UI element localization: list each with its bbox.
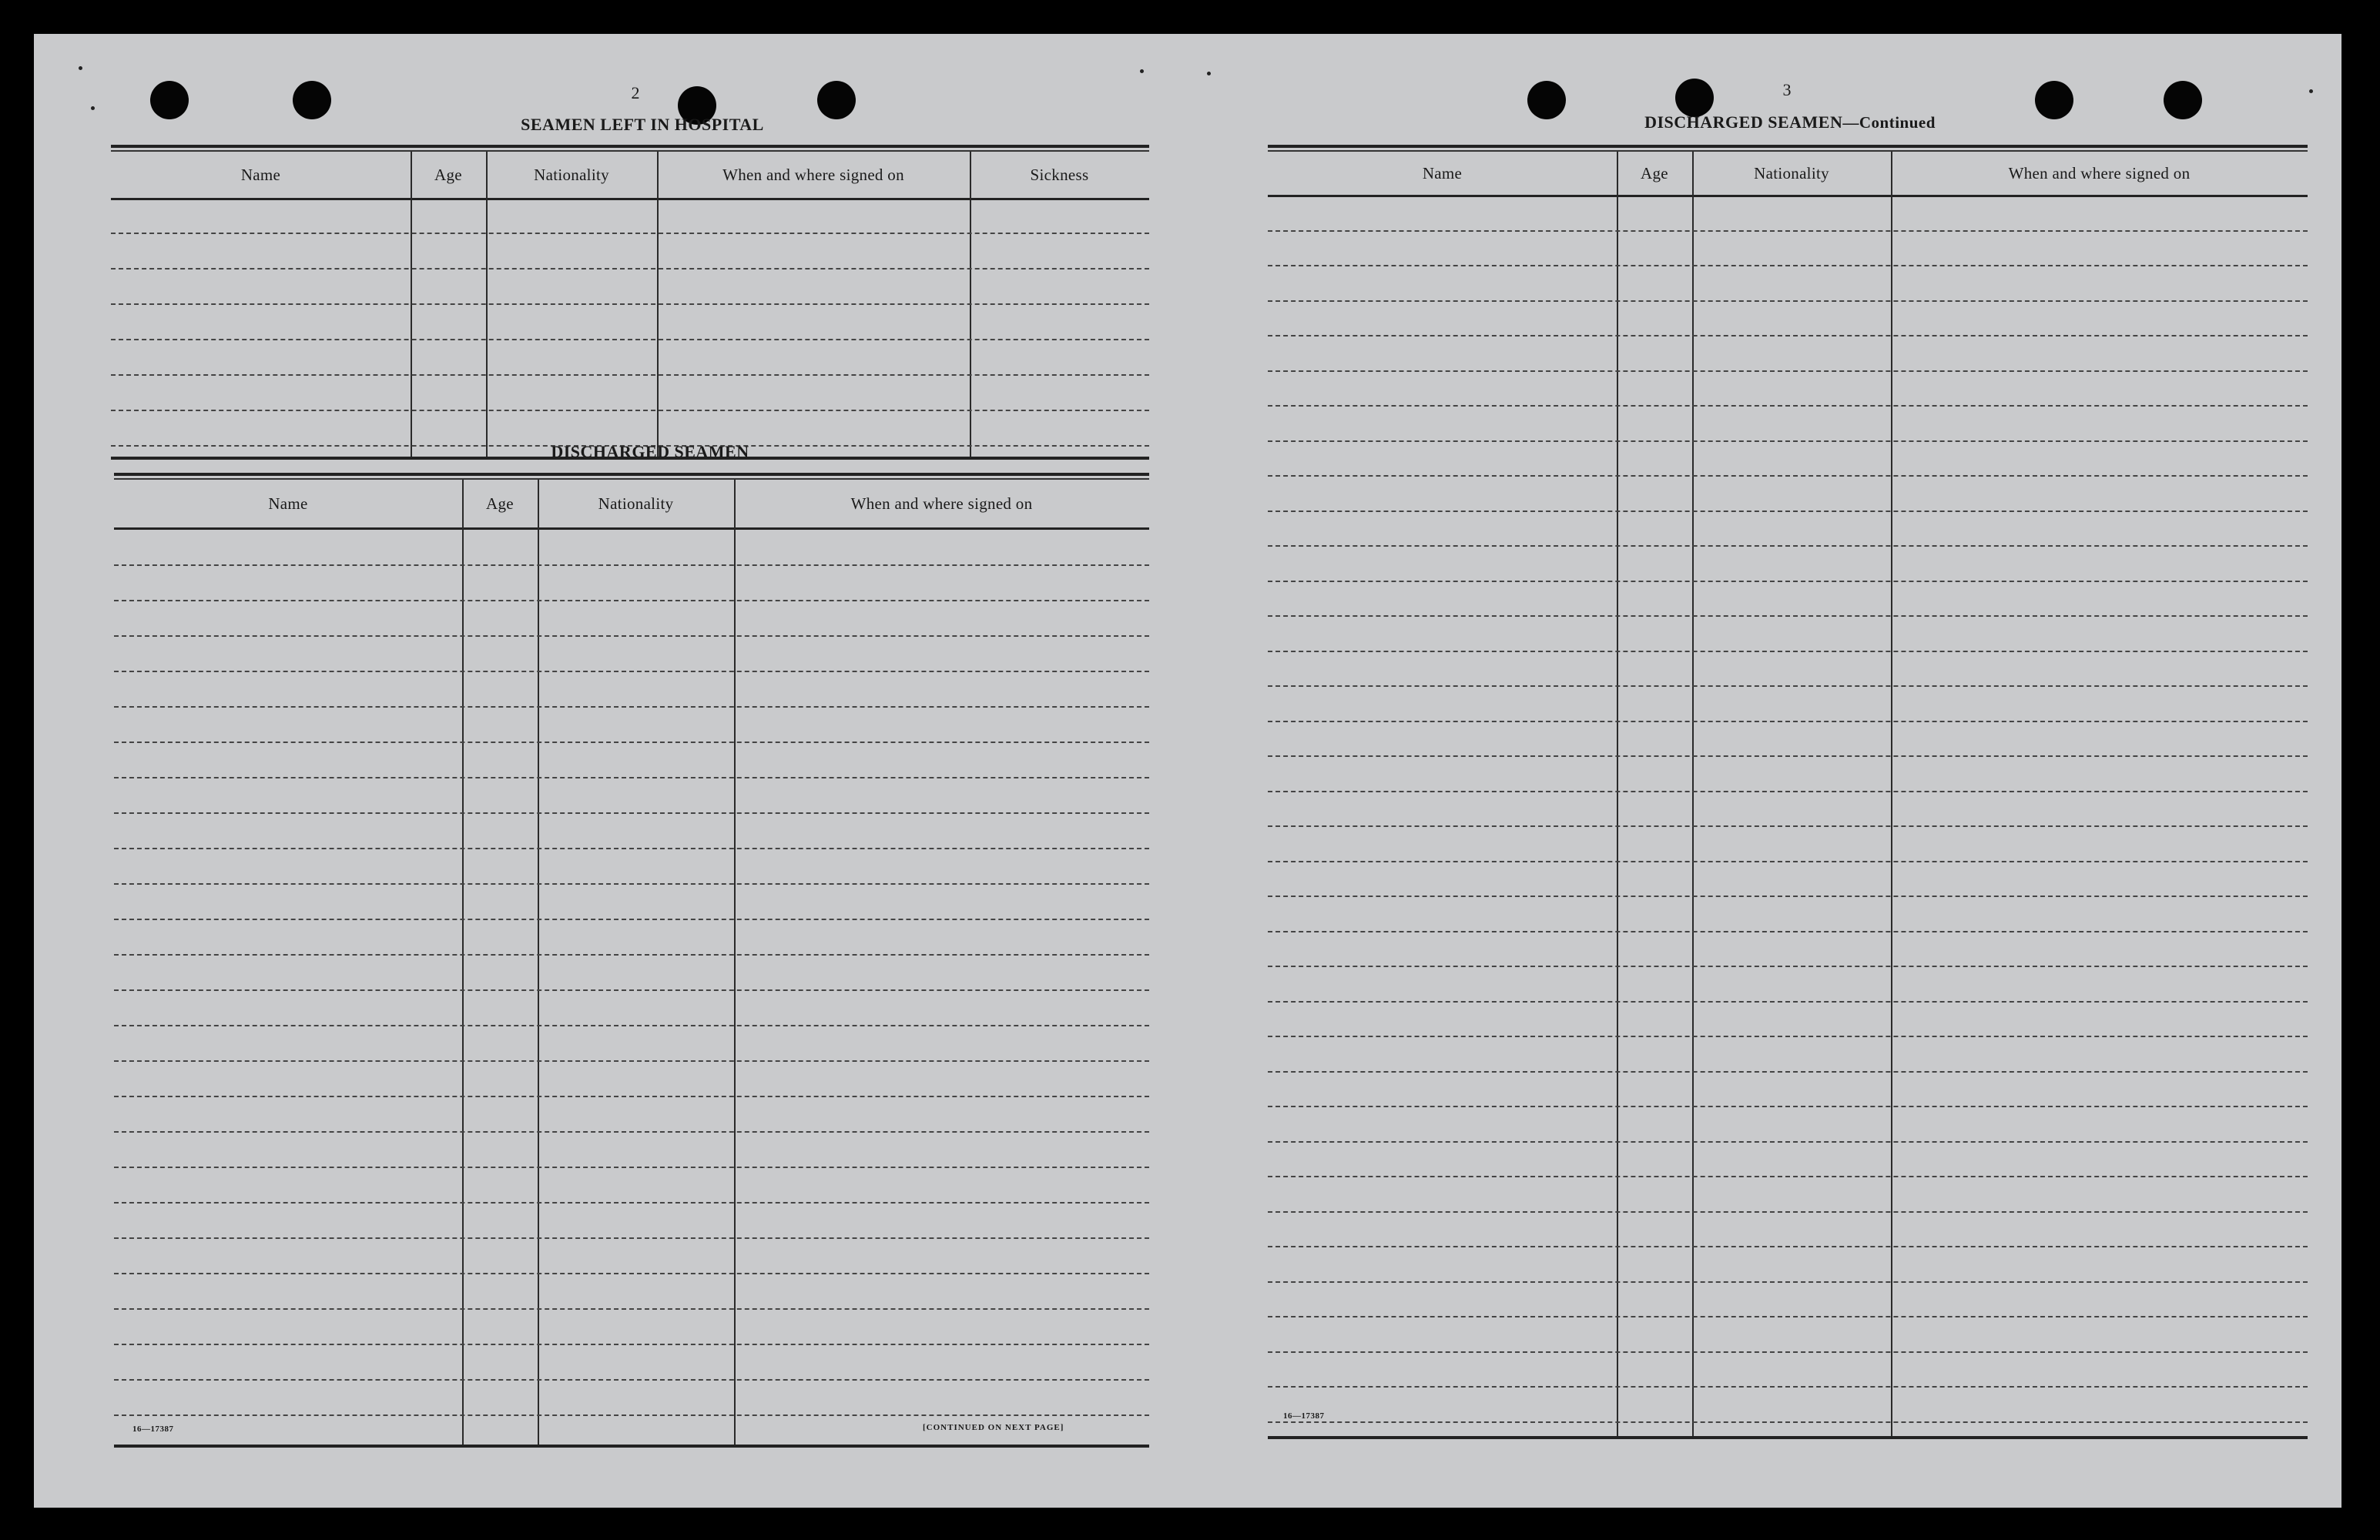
column-header-sickness: Sickness [1030, 165, 1089, 184]
column-header-name: Name [1422, 163, 1463, 182]
punch-hole [2164, 81, 2202, 119]
punch-hole [2035, 81, 2073, 119]
entry-line [1268, 1001, 2308, 1003]
entry-line [114, 1167, 1149, 1168]
table-header [1268, 152, 2308, 197]
column-divider [1617, 152, 1618, 1438]
entry-line [1268, 405, 2308, 407]
entry-line [1268, 1421, 2308, 1423]
entry-line [1268, 511, 2308, 512]
table-bottom-rule [1268, 1436, 2308, 1439]
entry-line [1268, 475, 2308, 477]
table-top-rule [114, 473, 1149, 476]
column-header-age: Age [1641, 163, 1668, 182]
entry-line [1268, 721, 2308, 722]
continued-suffix: —Continued [1842, 113, 1936, 132]
punch-hole [1675, 79, 1714, 117]
column-divider [411, 152, 412, 458]
entry-line [114, 1308, 1149, 1310]
entry-line [1268, 1386, 2308, 1388]
entry-line [114, 954, 1149, 956]
entry-line [114, 848, 1149, 849]
entry-line [1268, 265, 2308, 266]
entry-line [114, 671, 1149, 672]
column-divider [734, 480, 736, 1446]
entry-line [1268, 896, 2308, 897]
discharged-continued-title-text: DISCHARGED SEAMEN [1644, 112, 1843, 132]
column-divider [970, 152, 971, 458]
discharged-table-left [114, 473, 1149, 1455]
form-number-left: 16—17387 [132, 1424, 174, 1434]
entry-line [1268, 685, 2308, 687]
punch-hole [1527, 81, 1566, 119]
table-top-rule [1268, 145, 2308, 148]
entry-line [114, 742, 1149, 743]
column-header-nationality: Nationality [534, 165, 609, 184]
page-number-right: 3 [1782, 80, 1792, 99]
entry-line [1268, 440, 2308, 442]
entry-line [1268, 230, 2308, 232]
column-divider [1891, 152, 1892, 1438]
entry-line [1268, 1141, 2308, 1143]
column-header-signed-on: When and where signed on [850, 494, 1033, 513]
entry-line [1268, 1246, 2308, 1247]
speck [79, 66, 82, 70]
table-header [111, 152, 1149, 200]
entry-line [114, 1344, 1149, 1345]
entry-line [114, 1273, 1149, 1274]
entry-line [111, 339, 1149, 340]
hospital-table [111, 145, 1149, 460]
table-bottom-rule [114, 1445, 1149, 1448]
entry-line [1268, 1036, 2308, 1037]
table-top-rule [111, 145, 1149, 148]
entry-line [1268, 1281, 2308, 1283]
entry-line [111, 268, 1149, 270]
entry-line [1268, 1211, 2308, 1213]
entry-line [1268, 581, 2308, 582]
entry-line [114, 989, 1149, 991]
entry-line [114, 706, 1149, 708]
entry-line [1268, 755, 2308, 757]
entry-line [114, 812, 1149, 814]
hospital-section-title: SEAMEN LEFT IN HOSPITAL [521, 115, 764, 134]
discharged-section-title: DISCHARGED SEAMEN [551, 442, 749, 461]
punch-hole [293, 81, 331, 119]
entry-line [114, 1025, 1149, 1026]
entry-line [1268, 335, 2308, 336]
entry-line [1268, 1106, 2308, 1107]
entry-line [111, 374, 1149, 376]
entry-line [114, 777, 1149, 778]
column-divider [1692, 152, 1694, 1438]
entry-line [1268, 966, 2308, 967]
entry-line [111, 303, 1149, 305]
table-header [114, 480, 1149, 530]
column-divider [486, 152, 488, 458]
entry-line [1268, 651, 2308, 652]
entry-line [1268, 615, 2308, 617]
speck [91, 106, 95, 110]
entry-line [114, 600, 1149, 601]
discharged-table-right [1268, 145, 2308, 1446]
discharged-continued-title [1613, 112, 1967, 132]
column-header-name: Name [268, 494, 308, 513]
speck [1207, 72, 1211, 75]
column-divider [657, 152, 659, 458]
entry-line [1268, 1351, 2308, 1353]
entry-line [1268, 931, 2308, 932]
speck [1140, 69, 1144, 73]
speck [2309, 89, 2313, 93]
column-divider [462, 480, 464, 1446]
entry-line [114, 1379, 1149, 1381]
entry-line [1268, 300, 2308, 302]
entry-line [114, 919, 1149, 920]
column-header-nationality: Nationality [598, 494, 674, 513]
entry-line [114, 564, 1149, 566]
punch-hole [817, 81, 856, 119]
column-divider [538, 480, 539, 1446]
page-number-left: 2 [631, 83, 640, 102]
entry-line [1268, 1176, 2308, 1177]
entry-line [1268, 861, 2308, 862]
entry-line [114, 1414, 1149, 1416]
entry-line [1268, 370, 2308, 372]
column-header-signed-on: When and where signed on [2008, 163, 2191, 182]
column-header-signed-on: When and where signed on [722, 165, 904, 184]
entry-line [114, 1237, 1149, 1239]
column-header-age: Age [434, 165, 462, 184]
entry-line [114, 1096, 1149, 1097]
entry-line [111, 233, 1149, 234]
column-header-name: Name [240, 165, 281, 184]
entry-line [111, 410, 1149, 411]
column-header-age: Age [486, 494, 514, 513]
punch-hole [150, 81, 189, 119]
entry-line [1268, 545, 2308, 547]
entry-line [114, 883, 1149, 885]
entry-line [114, 1202, 1149, 1204]
column-header-nationality: Nationality [1754, 163, 1829, 182]
entry-line [114, 1060, 1149, 1062]
entry-line [114, 1131, 1149, 1133]
entry-line [1268, 1071, 2308, 1073]
entry-line [1268, 825, 2308, 827]
entry-line [114, 635, 1149, 637]
form-number-right: 16—17387 [1283, 1411, 1325, 1421]
entry-line [1268, 791, 2308, 792]
entry-line [1268, 1316, 2308, 1317]
continued-note: [CONTINUED ON NEXT PAGE] [923, 1423, 1064, 1432]
document-sheet [34, 34, 2341, 1508]
